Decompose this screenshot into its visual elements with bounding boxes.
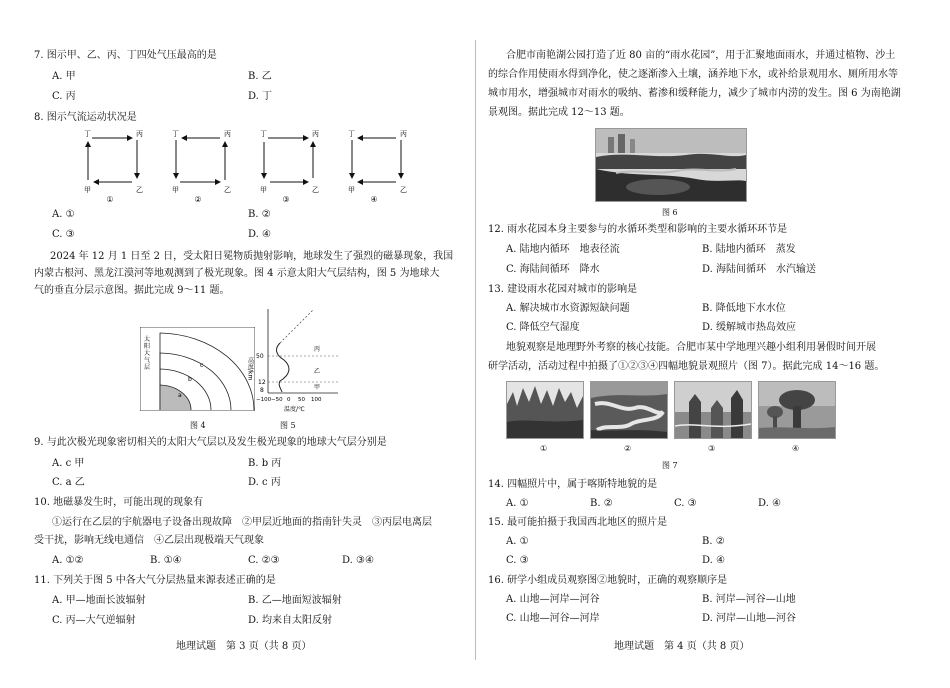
q10-option-c[interactable]: C. ②③ (248, 555, 280, 566)
q13-stem: 13. 建设雨水花园对城市的影响是 (488, 284, 638, 295)
q15-option-d[interactable]: D. ④ (702, 555, 725, 566)
q10-option-a[interactable]: A. ①② (52, 555, 84, 566)
q14-option-b[interactable]: B. ② (590, 498, 613, 509)
q8-d2-br: 乙 (224, 186, 231, 194)
q10-option-d[interactable]: D. ③④ (342, 555, 374, 566)
q8-option-b[interactable]: B. ② (248, 209, 271, 220)
fig7-label-3: ③ (708, 444, 716, 453)
fig5-xtick-4: 50 (298, 397, 305, 403)
q9-stem: 9. 与此次极光现象密切相关的太阳大气层以及发生极光现象的地球大气层分别是 (34, 437, 387, 448)
q12-option-c[interactable]: C. 海陆间循环 降水 (506, 264, 600, 275)
fig5-xtick-5: 100 (311, 397, 322, 403)
page-3-footer: 地理试题 第 3 页（共 8 页） (176, 641, 312, 652)
q7-option-b[interactable]: B. 乙 (248, 71, 272, 82)
q8-diagrams (60, 126, 410, 204)
q10-statements-line2: 受干扰，影响无线电通信 ④乙层出现极端天气现象 (34, 535, 264, 546)
fig5-y50: 50 (256, 353, 264, 360)
q8-option-d[interactable]: D. ④ (248, 229, 271, 240)
q12-option-b[interactable]: B. 陆地内循环 蒸发 (702, 244, 796, 255)
intro-12-13-line4: 景观图。据此完成 12～13 题。 (488, 107, 630, 118)
q7-option-a[interactable]: A. 甲 (52, 71, 76, 82)
fig5-xtick-1: −100 (256, 397, 272, 403)
q12-option-d[interactable]: D. 海陆间循环 水汽输送 (702, 264, 817, 275)
q8-diagram-3 (260, 130, 319, 204)
q7-stem: 7. 图示甲、乙、丙、丁四处气压最高的是 (34, 50, 217, 61)
page-3 (0, 0, 470, 688)
fig5-layer-yi: 乙 (314, 368, 321, 375)
fig5-ylabel: 高度/km (246, 357, 254, 381)
q11-option-b[interactable]: B. 乙—地面短波辐射 (248, 595, 342, 606)
fig4-caption: 图 4 (190, 421, 206, 430)
q10-stem: 10. 地磁暴发生时，可能出现的现象有 (34, 497, 204, 508)
q15-option-b[interactable]: B. ② (702, 536, 725, 547)
intro-14-16-line1: 地貌观察是地理野外考察的核心技能。合肥市某中学地理兴趣小组利用暑假时间开展 (506, 342, 876, 353)
q8-d3-tr: 丙 (312, 130, 319, 138)
fig7-photo-4-yardang (758, 381, 836, 439)
q8-d1-bl: 甲 (84, 186, 91, 194)
fig6-lake-photo (595, 128, 747, 202)
q10-statements-line1: ①运行在乙层的宇航器电子设备出现故障 ②甲层近地面的指南针失灵 ③丙层电离层 (52, 517, 432, 528)
fig5-atmosphere-layers (244, 305, 344, 415)
fig5-xtick-3: 0 (287, 397, 291, 403)
fig5-y8: 8 (260, 387, 264, 394)
intro-14-16-line2: 研学活动，活动过程中拍摄了①②③④四幅地貌景观照片（图 7）。据此完成 14～16 题。 (488, 361, 885, 372)
q8-d2-tr: 丙 (224, 130, 231, 138)
q9-option-b[interactable]: B. b 丙 (248, 458, 282, 469)
q16-stem: 16. 研学小组成员观察图②地貌时，正确的观察顺序是 (488, 575, 728, 586)
q8-d3-bl: 甲 (260, 186, 267, 194)
fig4-solar-atmosphere (140, 327, 255, 411)
fig6-caption: 图 6 (662, 208, 678, 217)
q8-d1-num: ① (106, 195, 114, 204)
fig7-photo-3-coast (674, 381, 752, 439)
fig7-label-4: ④ (792, 444, 800, 453)
q8-d4-bl: 甲 (348, 186, 355, 194)
q14-option-c[interactable]: C. ③ (674, 498, 697, 509)
intro-12-13-line1: 合肥市南艳湖公园打造了近 80 亩的“雨水花园”，用于汇聚地面雨水，并通过植物、沙土 (506, 50, 896, 61)
intro-9-11-line3: 气的垂直分层示意图。据此完成 9～11 题。 (34, 285, 230, 296)
q10-option-b[interactable]: B. ①④ (150, 555, 182, 566)
intro-9-11-line1: 2024 年 12 月 1 日至 2 日，受太阳日冕物质抛射影响，地球发生了强烈的磁暴现象，我国 (50, 251, 454, 262)
q11-option-c[interactable]: C. 丙—大气逆辐射 (52, 615, 136, 626)
fig5-layer-jia: 甲 (314, 384, 321, 391)
page-4 (478, 0, 950, 688)
q11-option-a[interactable]: A. 甲—地面长波辐射 (52, 595, 146, 606)
q8-d1-br: 乙 (136, 186, 143, 194)
intro-12-13-line2: 的综合作用使雨水得到净化，使之逐渐渗入土壤，涵养地下水，或补给景观用水、厕所用水等 (488, 69, 898, 80)
q16-option-b[interactable]: B. 河岸—河谷—山地 (702, 594, 796, 605)
q16-option-a[interactable]: A. 山地—河岸—河谷 (506, 594, 600, 605)
q13-option-a[interactable]: A. 解决城市水资源短缺问题 (506, 303, 630, 314)
q12-stem: 12. 雨水花园本身主要参与的水循环类型和影响的主要水循环环节是 (488, 224, 788, 235)
q14-option-d[interactable]: D. ④ (758, 498, 781, 509)
q8-d3-num: ③ (282, 195, 290, 204)
q8-stem: 8. 图示气流运动状况是 (34, 112, 137, 123)
intro-9-11-line2: 内蒙古根河、黑龙江漠河等地观测到了极光现象。图 4 示意太阳大气层结构，图 5 为地球大 (34, 268, 440, 279)
q8-option-c[interactable]: C. ③ (52, 229, 75, 240)
q11-option-d[interactable]: D. 均来自太阳反射 (248, 615, 333, 626)
q11-stem: 11. 下列关于图 5 中各大气分层热量来源表述正确的是 (34, 575, 276, 586)
fig7-photo-1-karst (506, 381, 584, 439)
q8-d4-tr: 丙 (400, 130, 407, 138)
q9-option-a[interactable]: A. c 甲 (52, 458, 85, 469)
q8-diagram-4 (348, 130, 407, 204)
q8-d1-tl: 丁 (84, 130, 91, 138)
page-4-footer: 地理试题 第 4 页（共 8 页） (614, 641, 750, 652)
q7-option-d[interactable]: D. 丁 (248, 91, 273, 102)
q8-d2-tl: 丁 (172, 130, 179, 138)
fig5-caption: 图 5 (280, 421, 296, 430)
fig7-photo-2-river (590, 381, 668, 439)
fig7-label-1: ① (540, 444, 548, 453)
fig5-xtick-2: −50 (271, 397, 283, 403)
q8-d2-num: ② (194, 195, 202, 204)
q8-option-a[interactable]: A. ① (52, 209, 75, 220)
fig7-label-2: ② (624, 444, 632, 453)
fig5-y12: 12 (258, 379, 266, 386)
q8-diagram-2 (172, 130, 231, 204)
q9-option-d[interactable]: D. c 丙 (248, 477, 281, 488)
q13-option-d[interactable]: D. 缓解城市热岛效应 (702, 322, 797, 333)
q15-stem: 15. 最可能拍摄于我国西北地区的照片是 (488, 517, 668, 528)
q8-d3-br: 乙 (312, 186, 319, 194)
q8-d2-bl: 甲 (172, 186, 179, 194)
fig4-label-b: b (188, 376, 192, 383)
fig5-xlabel: 温度/℃ (284, 406, 305, 413)
q8-d4-num: ④ (370, 195, 378, 204)
q8-diagram-1 (84, 130, 143, 204)
q15-option-a[interactable]: A. ① (506, 536, 529, 547)
q13-option-c[interactable]: C. 降低空气湿度 (506, 322, 580, 333)
q13-option-b[interactable]: B. 降低地下水水位 (702, 303, 786, 314)
q16-option-c[interactable]: C. 山地—河谷—河岸 (506, 613, 600, 624)
q14-stem: 14. 四幅照片中，属于喀斯特地貌的是 (488, 479, 658, 490)
fig4-label-c: c (200, 362, 204, 369)
q9-option-c[interactable]: C. a 乙 (52, 477, 85, 488)
page-divider (475, 40, 476, 660)
intro-12-13-line3: 城市用水，增强城市对雨水的吸纳、蓄渗和缓释能力，减少了城市内涝的发生。图 6 为南艳湖 (488, 88, 901, 99)
q8-d3-tl: 丁 (260, 130, 267, 138)
q7-option-c[interactable]: C. 丙 (52, 91, 76, 102)
fig4-side-label: 太阳大气层 (144, 336, 151, 371)
fig7-caption: 图 7 (662, 461, 678, 470)
q14-option-a[interactable]: A. ① (506, 498, 529, 509)
q8-d4-tl: 丁 (348, 130, 355, 138)
q12-option-a[interactable]: A. 陆地内循环 地表径流 (506, 244, 620, 255)
q15-option-c[interactable]: C. ③ (506, 555, 529, 566)
q8-d1-tr: 丙 (136, 130, 143, 138)
q8-d4-br: 乙 (400, 186, 407, 194)
fig4-label-a: a (178, 392, 182, 399)
q16-option-d[interactable]: D. 河岸—山地—河谷 (702, 613, 797, 624)
fig5-layer-bing: 丙 (314, 346, 321, 353)
